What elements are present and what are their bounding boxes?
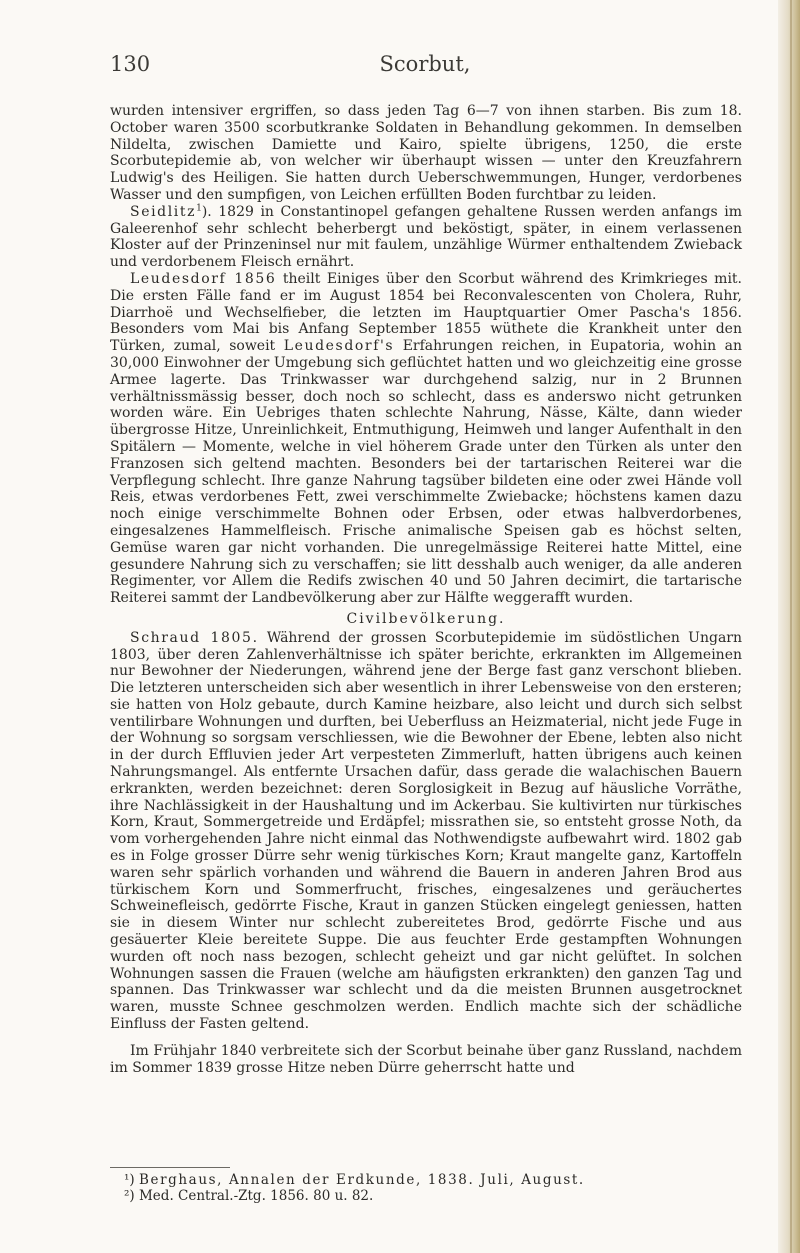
footnote-1-mark: ¹) xyxy=(124,1172,135,1188)
paragraph-3-text-b: Erfahrungen reichen, in Eupatoria, wohin an 30,000 Einwohner der Umgebung sich geflüchtet hatten und wo gleichzeitig eine grosse Armee lagerte. Das Trinkwasser war durchgehend salzig, nur in 2 Brunnen verhältnissmässig besser, doch noch so schlecht, dass es anderswo nicht getrunken worden wäre. Ein Uebriges thaten schlechte Nahrung, Nässe, Kälte, dann wieder übergrosse Hitze, Unreinlichkeit, Entmuthigung, Heimweh und langer Aufenthalt in den Spitälern — Momente, welche in viel höherem Grade unter den Türken als unter den Franzosen sich geltend machten. Besonders bei der tartarischen Reiterei war die Verpflegung schlecht. Ihre ganze Nahrung tagsüber bildeten eine oder zwei Hände voll Reis, etwas verdorbenes Fett, zwei verschimmelte Zwiebacke; höchstens kamen dazu noch einige verschimmelte Bohnen oder Erbsen, oder etwas halbverdorbenes, eingesalzenes Hammelfleisch. Frische animalische Speisen gab es höchst selten, Gemüse waren gar nicht vorhanden. Die unregelmässige Reiterei hatte Mittel, eine gesundere Nahrung sich zu verschaffen; sie litt desshalb auch weniger, da alle anderen Regimenter, vor Allem die Redifs zwischen 40 und 50 Jahren decimirt, die tartarische Reiterei sammt der Landbevölkerung aber zur Hälfte weggerafft wurden. xyxy=(110,338,743,607)
footnote-2-mark: ²) xyxy=(124,1188,135,1204)
footnote-2-text: Med. Central.-Ztg. 1856. 80 u. 82. xyxy=(138,1188,374,1204)
page-header xyxy=(110,52,740,82)
footnote-rule xyxy=(110,1167,230,1168)
page-edge-line xyxy=(790,0,792,1253)
author-name-seidlitz: Seidlitz xyxy=(130,203,197,220)
footnote-ref: 1 xyxy=(196,203,202,214)
paragraph-5: Im Frühjahr 1840 verbreitete sich der Scorbut beinahe über ganz Russland, nachdem im Sommer 1839 grosse Hitze neben Dürre geherrscht hatte und xyxy=(110,1042,742,1076)
paragraph-4-text: Während der grossen Scorbutepidemie im südöstlichen Ungarn 1803, über deren Zahlenverhältnisse ich später berichte, erkrankten im Allgemeinen nur Bewohner der Niederungen, während jene der Berge fast ganz verschont blieben. Die letzteren unterscheiden sich aber wesentlich in ihrer Lebensweise von den ersteren; sie hatten von Holz gebaute, durch Kamine heizbare, also leicht und durch sich selbst ventilirbare Wohnungen und durften, bei Ueberfluss an Heizmaterial, nicht jede Fuge in der Wohnung so sorgsam verschliessen, wie die Bewohner der Ebene, lebten also nicht in der durch Effluvien jeder Art verpesteten Zimmerluft, hatten übrigens auch keinen Nahrungsmangel. Als entfernte Ursachen dafür, dass gerade die walachischen Bauern erkrankten, werden bezeichnet: deren Sorglosigkeit in Bezug auf häusliche Vorräthe, ihre Nachlässigkeit in der Haushaltung und im Ackerbau. Sie kultivirten nur türkisches Korn, Kraut, Sommergetreide und Erdäpfel; missrathen sie, so entsteht grosse Noth, da vom vorhergehenden Jahre nicht einmal das Nothwendigste aufbewahrt wird. 1802 gab es in Folge grosser Dürre sehr wenig türkisches Korn; Kraut mangelte ganz, Kartoffeln waren sehr spärlich vorhanden und während die Bauern in anderen Jahren Brod aus türkischem Korn und Sommerfrucht, frisches, eingesalzenes und geräuchertes Schweinefleisch, gedörrte Fische, Kraut in ganzen Stücken eingelegt geniessen, hatten sie in diesem Winter nur schlecht zubereitetes Brod, gedörrte Fische und aus gesäuerter Kleie bereitete Suppe. Die aus feuchter Erde gestampften Wohnungen wurden oft noch nass bezogen, schlecht geheizt und gar nicht gelüftet. In solchen Wohnungen sassen die Frauen (welche am häufigsten erkrankten) den ganzen Tag und spannen. Das Trinkwasser war schlecht und da die meisten Brunnen ausgetrocknet waren, musste Schnee geschmolzen werden. Endlich machte sich der schädliche Einfluss der Fasten geltend. xyxy=(110,629,743,1033)
author-name-leudesdorf: Leudesdorf 1856 xyxy=(130,270,277,287)
author-name-schraud: Schraud 1805. xyxy=(130,629,259,646)
footnote-1-text: Berghaus, Annalen der Erdkunde, 1838. Juli, August. xyxy=(138,1172,585,1188)
paragraph-2 xyxy=(110,204,742,271)
paragraph-3 xyxy=(110,271,742,607)
paragraph-1: wurden intensiver ergriffen, so dass jeden Tag 6—7 von ihnen starben. Bis zum 18. October waren 3500 scorbutkranke Soldaten in Behandlung gekommen. In demselben Nildelta, zwischen Damiette und Kairo, spielte übrigens, 1250, die erste Scorbutepidemie ab, von welcher wir überhaupt wissen — unter den Kreuzfahrern Ludwig's des Heiligen. Sie hatten durch Ueberschwemmungen, Hunger, verdorbenes Wasser und den sumpfigen, von Leichen erfüllten Boden furchtbar zu leiden. xyxy=(110,103,742,203)
paragraph-gap xyxy=(110,1033,742,1043)
running-title: Scorbut, xyxy=(379,52,471,76)
paragraph-2-text: ). 1829 in Constantinopel gefangen gehaltene Russen werden anfangs im Galeerenhof sehr schlecht beherbergt und beköstigt, später, in einem verlassenen Kloster auf der Prinzeninsel nur mit faulem, unzählige Würmer enthaltendem Zwieback und verdorbenem Fleisch ernährt. xyxy=(110,203,742,271)
paragraph-4 xyxy=(110,630,742,1033)
footnote-2 xyxy=(124,1188,724,1204)
body-text xyxy=(110,103,742,1076)
section-heading: Civilbevölkerung. xyxy=(346,610,506,627)
page-number: 130 xyxy=(110,52,151,76)
footnotes xyxy=(124,1172,724,1204)
author-name-leudesdorf-2: Leudesdorf's xyxy=(283,338,395,355)
page-edge-shadow xyxy=(778,0,800,1253)
paragraph-3-text-a: theilt Einiges über den Scorbut während des Krimkrieges mit. Die ersten Fälle fand er im August 1854 bei Reconvalescenten von Cholera, Ruhr, Diarrhoë und Wechselfieber, die letzten im Hauptquartier Omer Pascha's 1856. Besonders vom Mai bis Anfang September 1855 wüthete die Krankheit unter den Türken, zumal, soweit xyxy=(110,270,743,355)
footnote-1 xyxy=(124,1172,724,1188)
